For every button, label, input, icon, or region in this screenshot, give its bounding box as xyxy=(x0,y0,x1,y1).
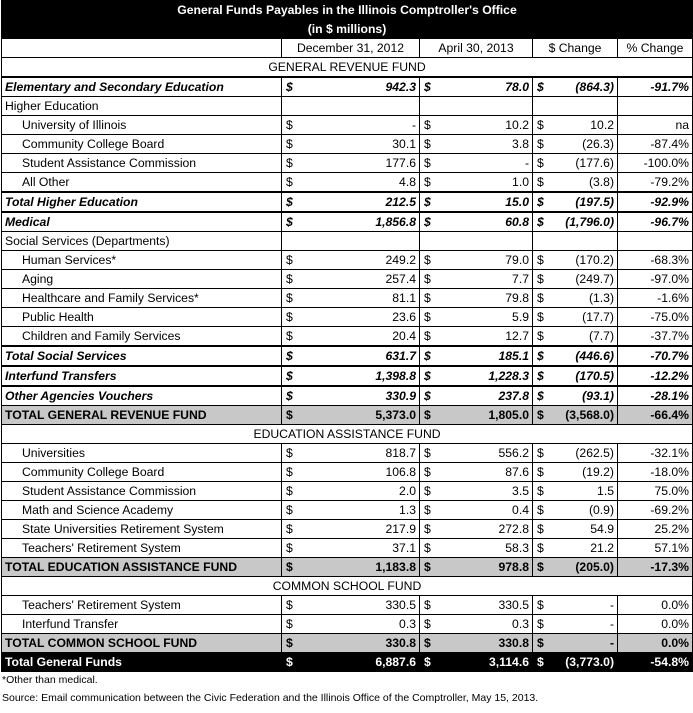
header-pct-change: % Change xyxy=(618,39,693,58)
value-apr-2013 xyxy=(435,232,533,251)
dollar-sign: $ xyxy=(533,251,548,270)
dollar-sign: $ xyxy=(533,501,548,520)
dollar-sign: $ xyxy=(533,482,548,501)
value-apr-2013: 60.8 xyxy=(435,212,533,232)
table-row xyxy=(2,406,693,425)
value-dollar-change xyxy=(548,232,618,251)
value-dollar-change: (3,568.0) xyxy=(548,406,618,425)
table-row xyxy=(2,154,693,173)
header-dollar-change: $ Change xyxy=(533,39,618,58)
value-apr-2013: 79.8 xyxy=(435,289,533,308)
dollar-sign: $ xyxy=(420,615,435,634)
dollar-sign: $ xyxy=(282,634,297,653)
dollar-sign: $ xyxy=(533,596,548,615)
value-dec-2012 xyxy=(297,232,420,251)
section-heading-row xyxy=(2,425,693,444)
dollar-sign: $ xyxy=(533,634,548,653)
value-pct-change: -32.1% xyxy=(618,444,693,463)
source-note: Source: Email communication between the Civic Federation and the Illinois Office of the Comptroller, May 15, 2013. xyxy=(2,692,539,704)
value-dec-2012: 330.5 xyxy=(297,596,420,615)
value-apr-2013: 58.3 xyxy=(435,539,533,558)
table-row xyxy=(2,212,693,232)
dollar-sign: $ xyxy=(282,596,297,615)
dollar-sign: $ xyxy=(533,463,548,482)
table-row xyxy=(2,192,693,212)
dollar-sign: $ xyxy=(533,173,548,193)
value-pct-change: -96.7% xyxy=(618,212,693,232)
value-pct-change: -12.2% xyxy=(618,366,693,386)
row-label: Aging xyxy=(2,270,282,289)
value-dollar-change: 1.5 xyxy=(548,482,618,501)
value-apr-2013: 7.7 xyxy=(435,270,533,289)
dollar-sign: $ xyxy=(420,270,435,289)
dollar-sign: $ xyxy=(420,366,435,386)
value-dec-2012: 631.7 xyxy=(297,346,420,366)
dollar-sign: $ xyxy=(533,192,548,212)
table-row xyxy=(2,327,693,347)
table-row xyxy=(2,289,693,308)
value-dec-2012: 2.0 xyxy=(297,482,420,501)
header-apr-2013: April 30, 2013 xyxy=(420,39,533,58)
row-label: Elementary and Secondary Education xyxy=(2,77,282,97)
dollar-sign: $ xyxy=(533,615,548,634)
row-label: Teachers' Retirement System xyxy=(2,596,282,615)
dollar-sign xyxy=(420,97,435,116)
value-apr-2013: 330.5 xyxy=(435,596,533,615)
dollar-sign: $ xyxy=(420,346,435,366)
value-dollar-change xyxy=(548,97,618,116)
row-label: Community College Board xyxy=(2,135,282,154)
value-pct-change: -68.3% xyxy=(618,251,693,270)
dollar-sign: $ xyxy=(282,520,297,539)
dollar-sign: $ xyxy=(420,192,435,212)
dollar-sign: $ xyxy=(420,154,435,173)
table-row xyxy=(2,558,693,577)
row-label: Student Assistance Commission xyxy=(2,154,282,173)
value-apr-2013: 272.8 xyxy=(435,520,533,539)
dollar-sign: $ xyxy=(420,634,435,653)
dollar-sign: $ xyxy=(533,346,548,366)
dollar-sign: $ xyxy=(282,463,297,482)
dollar-sign xyxy=(282,97,297,116)
table-title: General Funds Payables in the Illinois Comptroller's Office xyxy=(2,1,693,20)
value-dollar-change: (7.7) xyxy=(548,327,618,347)
table-row xyxy=(2,97,693,116)
value-dollar-change: (1.3) xyxy=(548,289,618,308)
dollar-sign: $ xyxy=(420,77,435,97)
dollar-sign: $ xyxy=(533,308,548,327)
value-dec-2012: 330.8 xyxy=(297,634,420,653)
value-dec-2012: 20.4 xyxy=(297,327,420,347)
dollar-sign: $ xyxy=(533,270,548,289)
value-apr-2013: 330.8 xyxy=(435,634,533,653)
value-apr-2013: 0.3 xyxy=(435,615,533,634)
dollar-sign: $ xyxy=(420,327,435,347)
dollar-sign: $ xyxy=(533,558,548,577)
row-label: Other Agencies Vouchers xyxy=(2,386,282,406)
column-header-row xyxy=(2,39,693,58)
value-dollar-change: (177.6) xyxy=(548,154,618,173)
value-dec-2012: 330.9 xyxy=(297,386,420,406)
table-row xyxy=(2,346,693,366)
value-dollar-change: (93.1) xyxy=(548,386,618,406)
table-row xyxy=(2,653,693,672)
value-dec-2012: 1,183.8 xyxy=(297,558,420,577)
dollar-sign: $ xyxy=(420,520,435,539)
row-label: Student Assistance Commission xyxy=(2,482,282,501)
row-label: State Universities Retirement System xyxy=(2,520,282,539)
value-apr-2013: 3,114.6 xyxy=(435,653,533,672)
dollar-sign: $ xyxy=(282,444,297,463)
value-dec-2012 xyxy=(297,97,420,116)
value-apr-2013: 978.8 xyxy=(435,558,533,577)
value-dec-2012: 30.1 xyxy=(297,135,420,154)
row-label: Math and Science Academy xyxy=(2,501,282,520)
dollar-sign: $ xyxy=(420,653,435,672)
value-dollar-change: (3.8) xyxy=(548,173,618,193)
value-dollar-change: 54.9 xyxy=(548,520,618,539)
dollar-sign: $ xyxy=(533,539,548,558)
value-dec-2012: 0.3 xyxy=(297,615,420,634)
value-dec-2012: 23.6 xyxy=(297,308,420,327)
value-dollar-change: (26.3) xyxy=(548,135,618,154)
value-apr-2013: 1.0 xyxy=(435,173,533,193)
value-dollar-change: (0.9) xyxy=(548,501,618,520)
value-pct-change: 0.0% xyxy=(618,634,693,653)
table-row xyxy=(2,366,693,386)
value-pct-change: -28.1% xyxy=(618,386,693,406)
value-pct-change xyxy=(618,232,693,251)
value-pct-change: na xyxy=(618,116,693,135)
dollar-sign: $ xyxy=(282,482,297,501)
value-pct-change: -75.0% xyxy=(618,308,693,327)
value-dollar-change: (197.5) xyxy=(548,192,618,212)
dollar-sign: $ xyxy=(282,135,297,154)
table-row xyxy=(2,386,693,406)
row-label: Interfund Transfers xyxy=(2,366,282,386)
value-dollar-change: (864.3) xyxy=(548,77,618,97)
header-blank xyxy=(2,39,282,58)
value-dec-2012: 106.8 xyxy=(297,463,420,482)
table-subtitle: (in $ millions) xyxy=(2,20,693,39)
value-pct-change: -18.0% xyxy=(618,463,693,482)
payables-table xyxy=(1,0,693,672)
dollar-sign: $ xyxy=(420,173,435,193)
value-dollar-change: (262.5) xyxy=(548,444,618,463)
table-row xyxy=(2,520,693,539)
dollar-sign: $ xyxy=(533,386,548,406)
value-dec-2012: 1.3 xyxy=(297,501,420,520)
dollar-sign: $ xyxy=(282,327,297,347)
dollar-sign: $ xyxy=(282,366,297,386)
value-apr-2013: 556.2 xyxy=(435,444,533,463)
dollar-sign: $ xyxy=(282,346,297,366)
table-row xyxy=(2,77,693,97)
value-apr-2013: 1,805.0 xyxy=(435,406,533,425)
value-dec-2012: 177.6 xyxy=(297,154,420,173)
dollar-sign: $ xyxy=(420,558,435,577)
value-pct-change: -87.4% xyxy=(618,135,693,154)
dollar-sign: $ xyxy=(533,406,548,425)
footnote: *Other than medical. xyxy=(2,674,98,686)
value-dollar-change: (19.2) xyxy=(548,463,618,482)
dollar-sign: $ xyxy=(533,212,548,232)
header-dec-2012: December 31, 2012 xyxy=(282,39,420,58)
value-apr-2013: 15.0 xyxy=(435,192,533,212)
value-dollar-change: 21.2 xyxy=(548,539,618,558)
dollar-sign: $ xyxy=(282,251,297,270)
dollar-sign: $ xyxy=(282,653,297,672)
section-heading: EDUCATION ASSISTANCE FUND xyxy=(2,425,693,444)
table-row xyxy=(2,135,693,154)
value-apr-2013: - xyxy=(435,154,533,173)
value-pct-change: -92.9% xyxy=(618,192,693,212)
value-dollar-change: (249.7) xyxy=(548,270,618,289)
row-label: Children and Family Services xyxy=(2,327,282,347)
value-apr-2013: 5.9 xyxy=(435,308,533,327)
value-dec-2012: 37.1 xyxy=(297,539,420,558)
value-dec-2012: 81.1 xyxy=(297,289,420,308)
row-label: Total Social Services xyxy=(2,346,282,366)
table-row xyxy=(2,444,693,463)
row-label: Universities xyxy=(2,444,282,463)
table-row xyxy=(2,501,693,520)
value-pct-change: -54.8% xyxy=(618,653,693,672)
dollar-sign: $ xyxy=(533,116,548,135)
value-pct-change: -91.7% xyxy=(618,77,693,97)
value-pct-change: 25.2% xyxy=(618,520,693,539)
table-row xyxy=(2,308,693,327)
row-label: Total General Funds xyxy=(2,653,282,672)
value-dec-2012: 212.5 xyxy=(297,192,420,212)
dollar-sign: $ xyxy=(282,116,297,135)
row-label: Total Higher Education xyxy=(2,192,282,212)
dollar-sign: $ xyxy=(533,289,548,308)
value-dollar-change: - xyxy=(548,596,618,615)
dollar-sign: $ xyxy=(420,482,435,501)
table-row xyxy=(2,270,693,289)
value-apr-2013: 3.5 xyxy=(435,482,533,501)
value-pct-change: -97.0% xyxy=(618,270,693,289)
dollar-sign: $ xyxy=(282,406,297,425)
value-dec-2012: 6,887.6 xyxy=(297,653,420,672)
value-pct-change: -17.3% xyxy=(618,558,693,577)
dollar-sign: $ xyxy=(420,406,435,425)
table-row xyxy=(2,615,693,634)
dollar-sign: $ xyxy=(533,154,548,173)
dollar-sign: $ xyxy=(282,501,297,520)
value-pct-change: -1.6% xyxy=(618,289,693,308)
row-label: TOTAL EDUCATION ASSISTANCE FUND xyxy=(2,558,282,577)
dollar-sign: $ xyxy=(282,615,297,634)
dollar-sign: $ xyxy=(282,77,297,97)
dollar-sign: $ xyxy=(282,539,297,558)
dollar-sign: $ xyxy=(420,212,435,232)
dollar-sign: $ xyxy=(533,653,548,672)
value-dollar-change: (205.0) xyxy=(548,558,618,577)
dollar-sign: $ xyxy=(420,135,435,154)
value-apr-2013: 79.0 xyxy=(435,251,533,270)
value-pct-change: -66.4% xyxy=(618,406,693,425)
value-dec-2012: 257.4 xyxy=(297,270,420,289)
dollar-sign: $ xyxy=(420,386,435,406)
value-dec-2012: - xyxy=(297,116,420,135)
value-dec-2012: 249.2 xyxy=(297,251,420,270)
dollar-sign: $ xyxy=(420,308,435,327)
table-row xyxy=(2,173,693,193)
value-pct-change: -37.7% xyxy=(618,327,693,347)
value-dollar-change: 10.2 xyxy=(548,116,618,135)
row-label: TOTAL GENERAL REVENUE FUND xyxy=(2,406,282,425)
value-dollar-change: (1,796.0) xyxy=(548,212,618,232)
table-row xyxy=(2,596,693,615)
value-pct-change xyxy=(618,97,693,116)
table-row xyxy=(2,482,693,501)
value-dollar-change: (446.6) xyxy=(548,346,618,366)
value-apr-2013: 185.1 xyxy=(435,346,533,366)
value-dec-2012: 4.8 xyxy=(297,173,420,193)
value-pct-change: 0.0% xyxy=(618,615,693,634)
row-label: Higher Education xyxy=(2,97,282,116)
dollar-sign: $ xyxy=(420,289,435,308)
dollar-sign: $ xyxy=(420,539,435,558)
section-heading-row xyxy=(2,577,693,596)
dollar-sign: $ xyxy=(420,596,435,615)
table-row xyxy=(2,116,693,135)
value-dec-2012: 1,398.8 xyxy=(297,366,420,386)
value-dollar-change: (3,773.0) xyxy=(548,653,618,672)
value-dec-2012: 5,373.0 xyxy=(297,406,420,425)
value-apr-2013: 3.8 xyxy=(435,135,533,154)
row-label: University of Illinois xyxy=(2,116,282,135)
dollar-sign: $ xyxy=(533,327,548,347)
value-dec-2012: 818.7 xyxy=(297,444,420,463)
value-dollar-change: (17.7) xyxy=(548,308,618,327)
dollar-sign xyxy=(282,232,297,251)
value-dollar-change: (170.2) xyxy=(548,251,618,270)
dollar-sign: $ xyxy=(282,308,297,327)
dollar-sign: $ xyxy=(533,77,548,97)
dollar-sign: $ xyxy=(420,444,435,463)
dollar-sign: $ xyxy=(420,501,435,520)
dollar-sign: $ xyxy=(533,520,548,539)
row-label: Social Services (Departments) xyxy=(2,232,282,251)
value-apr-2013: 237.8 xyxy=(435,386,533,406)
dollar-sign: $ xyxy=(282,270,297,289)
value-dollar-change: (170.5) xyxy=(548,366,618,386)
dollar-sign: $ xyxy=(282,192,297,212)
value-pct-change: -100.0% xyxy=(618,154,693,173)
value-pct-change: 57.1% xyxy=(618,539,693,558)
value-apr-2013: 12.7 xyxy=(435,327,533,347)
row-label: Interfund Transfer xyxy=(2,615,282,634)
value-pct-change: -79.2% xyxy=(618,173,693,193)
section-heading-row xyxy=(2,58,693,78)
dollar-sign: $ xyxy=(533,444,548,463)
value-apr-2013: 78.0 xyxy=(435,77,533,97)
value-dollar-change: - xyxy=(548,634,618,653)
dollar-sign xyxy=(533,97,548,116)
value-dec-2012: 217.9 xyxy=(297,520,420,539)
dollar-sign: $ xyxy=(282,212,297,232)
row-label: TOTAL COMMON SCHOOL FUND xyxy=(2,634,282,653)
value-dollar-change: - xyxy=(548,615,618,634)
dollar-sign: $ xyxy=(533,135,548,154)
dollar-sign: $ xyxy=(282,386,297,406)
row-label: All Other xyxy=(2,173,282,193)
dollar-sign xyxy=(533,232,548,251)
value-pct-change: -70.7% xyxy=(618,346,693,366)
value-pct-change: 75.0% xyxy=(618,482,693,501)
section-heading: GENERAL REVENUE FUND xyxy=(2,58,693,78)
value-pct-change: 0.0% xyxy=(618,596,693,615)
dollar-sign: $ xyxy=(282,154,297,173)
dollar-sign: $ xyxy=(420,116,435,135)
dollar-sign: $ xyxy=(420,251,435,270)
row-label: Public Health xyxy=(2,308,282,327)
dollar-sign: $ xyxy=(533,366,548,386)
value-apr-2013: 0.4 xyxy=(435,501,533,520)
table-row xyxy=(2,232,693,251)
row-label: Healthcare and Family Services* xyxy=(2,289,282,308)
table-row xyxy=(2,634,693,653)
value-dec-2012: 1,856.8 xyxy=(297,212,420,232)
row-label: Community College Board xyxy=(2,463,282,482)
table-row xyxy=(2,463,693,482)
table-row xyxy=(2,251,693,270)
value-apr-2013: 87.6 xyxy=(435,463,533,482)
row-label: Human Services* xyxy=(2,251,282,270)
value-apr-2013 xyxy=(435,97,533,116)
dollar-sign xyxy=(420,232,435,251)
value-apr-2013: 10.2 xyxy=(435,116,533,135)
value-apr-2013: 1,228.3 xyxy=(435,366,533,386)
dollar-sign: $ xyxy=(282,289,297,308)
value-pct-change: -69.2% xyxy=(618,501,693,520)
dollar-sign: $ xyxy=(420,463,435,482)
value-dec-2012: 942.3 xyxy=(297,77,420,97)
dollar-sign: $ xyxy=(282,173,297,193)
table-row xyxy=(2,539,693,558)
section-heading: COMMON SCHOOL FUND xyxy=(2,577,693,596)
dollar-sign: $ xyxy=(282,558,297,577)
row-label: Medical xyxy=(2,212,282,232)
row-label: Teachers' Retirement System xyxy=(2,539,282,558)
